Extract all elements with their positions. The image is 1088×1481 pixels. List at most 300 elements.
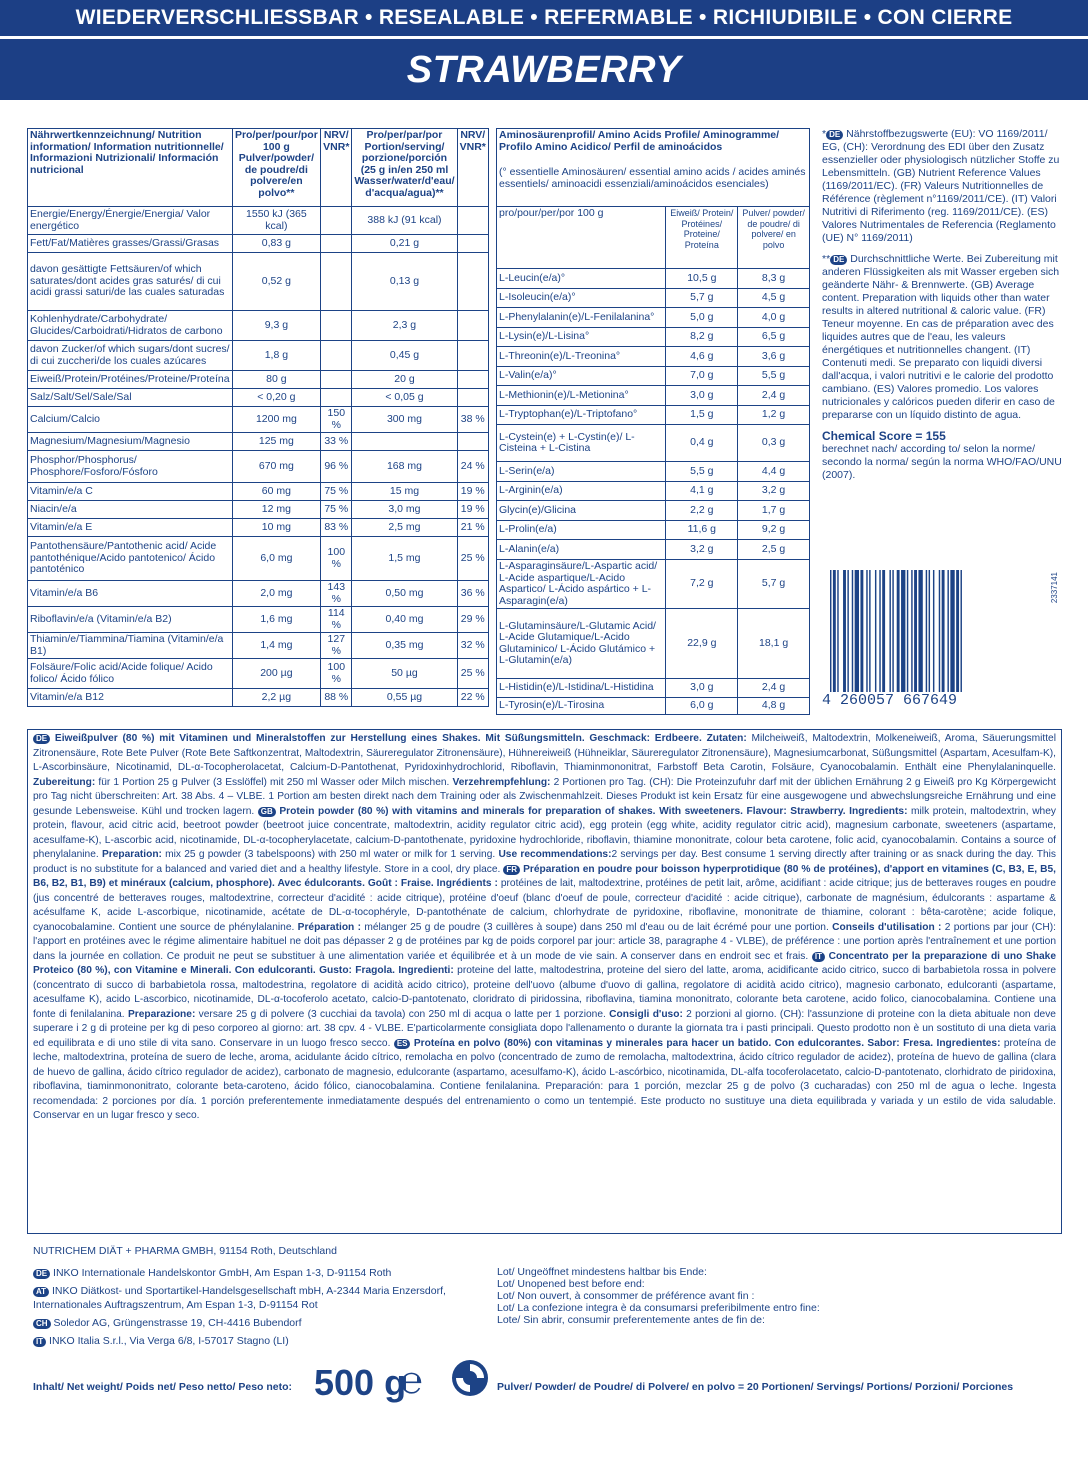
barcode-bars-icon <box>830 570 1045 692</box>
nutrition-row <box>28 483 489 501</box>
nrv-value: 96 % <box>321 451 352 483</box>
barcode-bar <box>882 570 885 692</box>
nutrition-row <box>28 235 489 253</box>
it-rec-label: Consigli d'uso: <box>609 1008 683 1020</box>
amino-row <box>497 462 810 482</box>
nutrient-value: 2,3 g <box>352 311 457 341</box>
amino-value: 2,2 g <box>666 501 738 521</box>
average-footnote <box>822 253 1062 422</box>
nutrient-name: Energie/Energy/Énergie/Energia/ Valor energético <box>28 207 233 235</box>
nutrient-value: 0,55 µg <box>352 689 457 707</box>
address-text: INKO Internationale Handelskontor GmbH, Am Espan 1-3, D-91154 Roth <box>53 1267 392 1279</box>
ch-flag-icon: CH <box>33 1319 51 1329</box>
nrv-value: 36 % <box>457 581 488 607</box>
amino-row <box>497 521 810 540</box>
barcode-bar <box>901 570 905 692</box>
it-heading: Concentrato per la preparazione di uno Shake Proteico (80 %), con Vitamine e Minerali. Con edulcoranti. Gusto: Fragola. Ingredienti: <box>33 950 1056 976</box>
it-flag-icon: IT <box>33 1337 46 1347</box>
amino-row <box>497 386 810 406</box>
amino-value: 5,0 g <box>666 308 738 328</box>
nutrition-row <box>28 389 489 407</box>
nutrient-name: Vitamin/e/a C <box>28 483 233 501</box>
amino-header-row <box>497 207 810 269</box>
nutrition-row <box>28 341 489 371</box>
nrv-value: 100 % <box>321 537 352 581</box>
fr-prep-label: Préparation : <box>297 921 361 933</box>
address-item <box>33 1266 493 1280</box>
amino-value: 7,2 g <box>666 560 738 609</box>
lot-line: Lote/ Sin abrir, consumir preferentemente antes de fin de: <box>497 1314 765 1326</box>
amino-value: 6,0 g <box>666 698 738 715</box>
nrv-value <box>457 371 488 389</box>
nrv-value: 19 % <box>457 501 488 519</box>
amino-row <box>497 482 810 501</box>
nutrient-name: Pantothensäure/Pantothenic acid/ Acide pantothénique/Acido pantotenico/ Ácido pantoténico <box>28 537 233 581</box>
barcode-bar <box>833 570 836 692</box>
nutrition-row <box>28 433 489 451</box>
amino-value: 1,7 g <box>738 501 810 521</box>
flavor-title: STRAWBERRY <box>406 49 682 91</box>
amino-name: L-Methionin(e)/L-Metionina° <box>497 386 666 406</box>
nutrient-name: Kohlenhydrate/Carbohydrate/ Glucides/Carboidrati/Hidratos de carbono <box>28 311 233 341</box>
de-flag-icon: DE <box>33 734 50 744</box>
nutrient-value: 0,13 g <box>352 253 457 311</box>
nutrient-name: Vitamin/e/a B6 <box>28 581 233 607</box>
amino-value: 10,5 g <box>666 269 738 289</box>
de-flag-icon: DE <box>33 1269 50 1279</box>
amino-name: L-Tryptophan(e)/L-Triptofano° <box>497 406 666 425</box>
amino-value: 3,0 g <box>666 679 738 698</box>
amino-value: 4,4 g <box>738 462 810 482</box>
amino-row <box>497 501 810 521</box>
amino-row <box>497 609 810 679</box>
amino-name: L-Arginin(e/a) <box>497 482 666 501</box>
de-ingredients: Milcheiweiß, Maltodextrin, Molkeneiweiß, Aroma, Säuerungsmittel Zitronensäure, Rote Bete Pulver (Rote Bete Saftkonzentrat, Maltodextrin, Säureregulator Zitronensäure), Hühnereiweiß (Hühneiklar, Säureregulator Zitronensäure), Magnesiumcarbonat, Süßungsmittel (Aspartam, Acesulfam-K), L-Ascorbinsäure, Nicotinamid, DL-α-Tocopherolacetat, Calcium-D-Pantothenat, Pyridoxinhydrochlorid, Riboflavin, Thiaminmononitrat, Farbstoff Beta Carotin, Folsäure, Cyanocobalamin. Enthält eine Phenylalaninquelle. <box>33 733 1056 773</box>
nrv-value: 75 % <box>321 483 352 501</box>
de-flag-icon: DE <box>826 130 843 140</box>
barcode-bar <box>929 570 930 692</box>
nutrient-value: 0,45 g <box>352 341 457 371</box>
nutrition-row <box>28 501 489 519</box>
nutrient-value: 1,4 mg <box>232 633 321 659</box>
amino-name: L-Histidin(e)/L-Istidina/L-Histidina <box>497 679 666 698</box>
nutrient-value: < 0,05 g <box>352 389 457 407</box>
barcode <box>822 570 1060 715</box>
amino-value: 0,4 g <box>666 425 738 462</box>
nrv-value: 32 % <box>457 633 488 659</box>
amino-value: 5,5 g <box>666 462 738 482</box>
nutrition-header-nrv1: NRV/ VNR* <box>321 129 352 207</box>
nutrient-name: Phosphor/Phosphorus/ Phosphore/Fosforo/Fósforo <box>28 451 233 483</box>
nutrition-header-label: Nährwertkennzeichnung/ Nutrition information/ Information nutritionnelle/ Informazioni Nutrizionali/ Información nutricional <box>28 129 233 207</box>
amino-value: 4,6 g <box>666 347 738 367</box>
nutrient-value: 168 mg <box>352 451 457 483</box>
amino-row <box>497 425 810 462</box>
nrv-value: 25 % <box>457 659 488 689</box>
amino-value: 1,5 g <box>666 406 738 425</box>
barcode-bar <box>855 570 859 692</box>
nrv-value <box>321 389 352 407</box>
nutrient-name: Vitamin/e/a E <box>28 519 233 537</box>
barcode-bar <box>892 570 893 692</box>
avg-mark: ** <box>822 253 831 265</box>
estimated-sign-icon: ℮ <box>400 1360 423 1402</box>
amino-row <box>497 328 810 347</box>
nutrient-value: 3,0 mg <box>352 501 457 519</box>
amino-header-protein: Eiweiß/ Protein/ Protéines/ Proteine/ Proteína <box>666 207 738 269</box>
fr-ingredients: protéines de lait, maltodextrine, protéines de petit lait, arôme, acidifiant : acide citrique; jus de betteraves rouges en poudre (jus concentré de betteraves rouges, maltodextrine, correcteur d'acidité : acide citrique), protéine d'oeuf (blanc d'oeuf de poule, correcteur d'acidité : acide citrique), carbonate de magnésium, édulcorants : aspartame & acésulfame K, acide L-ascorbique, nicotinamide, acétate de DL-α-tocophéryle, D-pantothénate de calcium, chlorhydrate de pyridoxine, riboflavine, mononitrate de thiamine, colorant : bêta-carotène; acide folique, cyanocobalamine. Contient une source de phénylalanine. <box>33 878 1056 933</box>
nutrient-name: Vitamin/e/a B12 <box>28 689 233 707</box>
nrv-value <box>321 253 352 311</box>
distributor-addresses <box>33 1266 493 1352</box>
nrv-value: 83 % <box>321 519 352 537</box>
barcode-bar <box>869 570 870 692</box>
side-notes <box>822 128 1062 482</box>
nutrient-value: 0,35 mg <box>352 633 457 659</box>
amino-name: L-Glutaminsäure/L-Glutamic Acid/ L-Acide Glutamique/L-Acido Glutaminico/ L-Ácido Glutámico + L-Glutamin(e/a) <box>497 609 666 679</box>
chemical-score-note: berechnet nach/ according to/ selon la norme/ secondo la norma/ según la norma WHO/FAO/UNU (2007). <box>822 443 1062 481</box>
nrv-value: 75 % <box>321 501 352 519</box>
lot-line: Lot/ Non ouvert, à consommer de préférence avant fin : <box>497 1290 755 1302</box>
nutrition-row <box>28 689 489 707</box>
nutrient-value: 2,2 µg <box>232 689 321 707</box>
nutrition-row <box>28 633 489 659</box>
nutrient-value: 388 kJ (91 kcal) <box>352 207 457 235</box>
nrv-value <box>457 389 488 407</box>
amino-row <box>497 679 810 698</box>
nutrition-header-per100: Pro/per/pour/por 100 g Pulver/powder/ de poudre/di polvere/en polvo** <box>232 129 321 207</box>
barcode-bar <box>961 570 962 692</box>
amino-value: 7,0 g <box>666 367 738 386</box>
nutrition-row <box>28 207 489 235</box>
nutrition-header-row <box>28 129 489 207</box>
amino-name: L-Threonin(e)/L-Treonina° <box>497 347 666 367</box>
nutrition-header-serving: Pro/per/par/por Portion/serving/ porzione/porción (25 g in/en 250 ml Wasser/water/d'eau/ d'acqua/agua)** <box>352 129 457 207</box>
nrv-value: 100 % <box>321 659 352 689</box>
nrv-value: 127 % <box>321 633 352 659</box>
barcode-bar <box>830 570 831 692</box>
nrv-value: 38 % <box>457 407 488 433</box>
nutrient-value: 2,0 mg <box>232 581 321 607</box>
nutrient-value: 2,5 mg <box>352 519 457 537</box>
nutrient-value: 6,0 mg <box>232 537 321 581</box>
it-prep: versare 25 g di polvere (3 cucchiai da tavola) con 250 ml di acqua o latte per 1 porzione. <box>195 1008 610 1020</box>
nutrition-row <box>28 407 489 433</box>
nrv-value: 29 % <box>457 607 488 633</box>
amino-name: L-Valin(e/a)° <box>497 367 666 386</box>
manufacturer: NUTRICHEM DIÄT + PHARMA GMBH, 91154 Roth, Deutschland <box>33 1245 337 1257</box>
barcode-bar <box>939 570 940 692</box>
amino-value: 3,6 g <box>738 347 810 367</box>
nrv-value: 143 % <box>321 581 352 607</box>
barcode-bar <box>950 570 954 692</box>
amino-title-row <box>497 129 810 207</box>
amino-value: 6,5 g <box>738 328 810 347</box>
gb-prep: mix 25 g powder (3 tabelspoons) with 250 ml water or milk for 1 serving. <box>161 849 499 860</box>
net-weight-label: Inhalt/ Net weight/ Poids net/ Peso netto/ Peso neto: <box>33 1381 293 1393</box>
amino-row <box>497 367 810 386</box>
it-flag-icon: IT <box>812 952 825 962</box>
amino-name: L-Tyrosin(e)/L-Tirosina <box>497 698 666 715</box>
amino-value: 5,7 g <box>738 560 810 609</box>
amino-name: L-Asparaginsäure/L-Aspartic acid/ L-Acide aspartique/L-Acido Aspartico/ L-Ácido aspártico + L-Asparagin(e/a) <box>497 560 666 609</box>
amino-value: 5,5 g <box>738 367 810 386</box>
fr-prep: mélanger 25 g de poudre (3 cuillères à soupe) dans 250 ml d'eau ou de lait écrémé pour une portion. <box>361 921 833 933</box>
barcode-number: 4 260057 667649 <box>822 692 958 709</box>
nutrient-value: 125 mg <box>232 433 321 451</box>
nrv-value <box>457 235 488 253</box>
address-item <box>33 1316 493 1330</box>
amino-note: (° essentielle Aminosäuren/ essential amino acids / acides aminés essentiels/ aminoacidi essenziali/aminoácidos esenciales) <box>499 166 806 190</box>
lot-line: Lot/ La confezione integra è da consumarsi preferibilmente entro fine: <box>497 1302 820 1314</box>
amino-row <box>497 698 810 715</box>
de-prep-label: Zubereitung: <box>33 776 96 788</box>
nrv-value: 88 % <box>321 689 352 707</box>
amino-header-per100: pro/pour/per/por 100 g <box>497 207 666 269</box>
amino-row <box>497 347 810 367</box>
nutrient-value: 15 mg <box>352 483 457 501</box>
amino-name: Glycin(e)/Glicina <box>497 501 666 521</box>
barcode-bar <box>918 570 922 692</box>
nrv-value <box>321 341 352 371</box>
it-ingredients: proteine del latte, maltodestrina, proteine del siero del latte, aroma, acidificante acido citrico, succo di barbabietola rossa in polvere (concentrato di succo di barbabietola rossa, maltodestrina, regolatore di acidità acido citrico), proteine dell'uovo (albume d'uovo di gallina, regolatore di acidità acido citrico), magnesio carbonato, edulcoranti (aspartame, acesulfame K), acido L-ascorbico, nicotinamide, DL-α-tocoferolo acetato, calcio-D-pantotenato, cloridrato di piridossina, riboflavina, tiamina mononitrato, colorante beta carotene, acido folico, cianocobalamina. Contiene una fonte di fenilalanina. <box>33 965 1057 1020</box>
amino-row <box>497 308 810 328</box>
amino-title-cell <box>497 129 810 207</box>
amino-value: 3,0 g <box>666 386 738 406</box>
amino-name: L-Isoleucin(e/a)° <box>497 289 666 308</box>
nrv-value: 33 % <box>321 433 352 451</box>
barcode-bar <box>926 570 927 692</box>
nutrient-value: 1200 mg <box>232 407 321 433</box>
amino-value: 8,2 g <box>666 328 738 347</box>
nrv-value: 19 % <box>457 483 488 501</box>
barcode-bar <box>879 570 880 692</box>
lot-line: Lot/ Unopened best before end: <box>497 1278 645 1290</box>
nrv-value <box>457 253 488 311</box>
amino-value: 11,6 g <box>666 521 738 540</box>
amino-header-powder: Pulver/ powder/ de poudre/ di polvere/ en polvo <box>738 207 810 269</box>
nutrition-row <box>28 371 489 389</box>
barcode-bar <box>907 570 908 692</box>
de-heading: Eiweißpulver (80 %) mit Vitaminen und Mineralstoffen zur Herstellung eines Shakes. Mit Süßungsmitteln. Geschmack: Erdbeere. Zutaten: <box>54 733 747 744</box>
nutrient-value: < 0,20 g <box>232 389 321 407</box>
barcode-bar <box>860 570 863 692</box>
nrv-value <box>457 341 488 371</box>
header-banner <box>0 0 1088 100</box>
nutrient-value <box>352 433 457 451</box>
nrv-value <box>321 235 352 253</box>
servings-info: Pulver/ Powder/ de Poudre/ di Polvere/ en polvo = 20 Portionen/ Servings/ Portions/ Porzioni/ Porciones <box>497 1381 1014 1393</box>
nutrient-name: Riboflavin/e/a (Vitamin/e/a B2) <box>28 607 233 633</box>
barcode-bar <box>852 570 853 692</box>
de-rec-label: Verzehrempfehlung: <box>452 776 551 788</box>
address-text: Soledor AG, Grüngenstrasse 19, CH-4416 Bubendorf <box>53 1317 302 1329</box>
amino-name: L-Alanin(e/a) <box>497 540 666 560</box>
nutrient-value: 0,21 g <box>352 235 457 253</box>
amino-value: 4,8 g <box>738 698 810 715</box>
nrv-value <box>457 311 488 341</box>
amino-title: Aminosäurenprofil/ Amino Acids Profile/ Aminogramme/ Profilo Amino Acidico/ Perfil de aminoácidos <box>499 129 780 153</box>
nutrition-row <box>28 659 489 689</box>
amino-value: 8,3 g <box>738 269 810 289</box>
gb-flag-icon: GB <box>258 807 276 817</box>
nutrient-value: 20 g <box>352 371 457 389</box>
amino-value: 2,4 g <box>738 679 810 698</box>
nutrition-row <box>28 519 489 537</box>
amino-name: L-Leucin(e/a)° <box>497 269 666 289</box>
amino-value: 1,2 g <box>738 406 810 425</box>
nutrient-value: 9,3 g <box>232 311 321 341</box>
gb-rec-label: Use recommendations: <box>498 849 612 860</box>
barcode-bar <box>837 570 838 692</box>
address-text: INKO Diätkost- und Sportartikel-Handelsgesellschaft mbH, A-2344 Maria Enzersdorf, Internationales Auftragszentrum, Am Espan 1-3, D-91154 Rot <box>33 1285 446 1311</box>
banner-divider <box>0 36 1088 39</box>
amino-name: L-Prolin(e/a) <box>497 521 666 540</box>
nutrition-row <box>28 311 489 341</box>
gb-ingredients: milk protein, maltodextrin, whey protein, flavour, acid citric acid, beetroot powder (beetroot juice concentrate, maltodextrin, acidity regulator citric acid), egg protein (egg white, acidity regulator citric acid), magnesium carbonate, sweeteners (aspartame, acesulfame-K), L-ascorbic acid, nicotinamide, DL-α-tocopherylacetate, calcium-D-pantothenate, pyridoxine hydrochloride, riboflavin, thiamine mononitrate, colour beta carotene, folic acid, cyanocobalamin. Contains a source of phenylalanine. <box>33 805 1056 860</box>
amino-row <box>497 269 810 289</box>
amino-row <box>497 560 810 609</box>
nutrient-name: davon gesättigte Fettsäuren/of which saturates/dont acides gras saturés/ di cui acidi grassi saturi/de las cuales saturadas <box>28 253 233 311</box>
nutrient-name: davon Zucker/of which sugars/dont sucres/ di cui zuccheri/de los cuales azúcares <box>28 341 233 371</box>
barcode-bar <box>843 570 846 692</box>
barcode-bar <box>866 570 867 692</box>
nutrient-value: 1,8 g <box>232 341 321 371</box>
barcode-bar <box>933 570 934 692</box>
address-text: INKO Italia S.r.l., Via Verga 6/8, I-57017 Stagno (LI) <box>49 1335 289 1347</box>
nutrient-value: 60 mg <box>232 483 321 501</box>
amino-value: 4,5 g <box>738 289 810 308</box>
nutrient-name: Magnesium/Magnesium/Magnesio <box>28 433 233 451</box>
nutrient-value: 12 mg <box>232 501 321 519</box>
nutrient-value: 200 µg <box>232 659 321 689</box>
nutrient-value: 0,83 g <box>232 235 321 253</box>
lot-info <box>497 1266 917 1326</box>
barcode-bar <box>947 570 948 692</box>
nutrient-value: 80 g <box>232 371 321 389</box>
de-flag-icon: DE <box>830 255 847 265</box>
amino-row <box>497 540 810 560</box>
es-ingredients: proteína de leche, maltodextrina, proteína de suero de leche, aroma, acidulante ácido cítrico, remolacha en polvo (concentrado de zumo de remolacha, maltodextrina, ácido cítrico regulador de acidez), proteína de huevo de gallina (clara de huevo de gallina, ácido cítrico regulador de acidez), carbonato de magnesio, edulcorante (aspartamo, acesulfamo-K), ácido L-ascórbico, nicotinamida, DL-alfa tocoferolacetato, calcio-D-pantotenato, clorhidrato de piridoxina, riboflavina, tiaminmononitrato, colorante beta-caroteno, ácido fólico, cianocobalamina. Contiene fenilalanina. Preparación: para 1 porción, mezclar 25 g de polvo (3 cucharadas) con 250 ml de agua o leche. Ingesta recomendada: 2 porciones por día. 1 porción preferentemente inmediatamente después del entrenamiento o como un tentempié. Este producto no sustituye una dieta equilibrada y variada y un estilo de vida saludable. Conservar en un lugar fresco y seco. <box>33 1037 1056 1121</box>
it-rec: 2 porzioni al giorno. (CH): l'assunzione di proteine con la dieta abituale non deve superare i 2 g di proteine per kg di peso corporeo al giorno: art. 38 cpv. 4 - VLBE. E'particolarmente consigliata dopo l'allenamento o durante la giornata tra i pasti principali. Questo prodotto non è un sostituto di una dieta varia ed equilibrata e di uno stile di vita sano. Conservare in un luogo fresco secco. <box>33 1008 1056 1049</box>
fr-rec-label: Conseils d'utilisation : <box>832 921 942 933</box>
amino-value: 0,3 g <box>738 425 810 462</box>
amino-value: 22,9 g <box>666 609 738 679</box>
es-heading: Proteína en polvo (80%) con vitaminas y minerales para hacer un batido. Con edulcorantes. Sabor: Fresa. Ingredientes: <box>413 1037 1001 1049</box>
nutrient-value: 1,6 mg <box>232 607 321 633</box>
fr-heading: Préparation en poudre pour boisson hyperprotidique (80 % de protéines), d'apport en vitamines (C, B3, E, B5, B6, B2, B1, B9) et minéraux (calcium, phosphore). Avec édulcorants. Goût : Fraise. Ingrédients : <box>33 863 1056 889</box>
nutrition-row <box>28 607 489 633</box>
nutrition-table <box>27 128 489 707</box>
nrv-value <box>457 433 488 451</box>
nutrient-name: Niacin/e/a <box>28 501 233 519</box>
amino-value: 2,4 g <box>738 386 810 406</box>
avg-text: Durchschnittliche Werte. Bei Zubereitung mit anderen Flüssigkeiten als mit Wasser ergeben sich geänderte Nähr- & Brennwerte. (GB) Average content. Preparation with liquids other than water results in altered nutritional & caloric value. (FR) Teneur moyenne. En cas de préparation avec des liquides autres que de l'eau, les valeurs énergétiques et nutritionnelles changent. (IT) Contenuti medi. Se preparato con liquidi diversi dall'acqua, i valori nutritivi e le calorie del prodotto cambiano. (ES) Valores promedio. Los valores nutricionales y calóricos pueden diferir en caso de prepararse con un líquido distinto de agua. <box>822 253 1060 421</box>
barcode-side-code: 2337141 <box>1050 572 1059 604</box>
nrv-value: 114 % <box>321 607 352 633</box>
de-prep: für 1 Portion 25 g Pulver (3 Esslöffel) mit 250 ml Wasser oder Milch mischen. <box>95 776 453 788</box>
amino-value: 9,2 g <box>738 521 810 540</box>
amino-value: 18,1 g <box>738 609 810 679</box>
amino-name: L-Phenylalanin(e)/L-Fenilalanina° <box>497 308 666 328</box>
nrv-value: 24 % <box>457 451 488 483</box>
nutrient-value: 670 mg <box>232 451 321 483</box>
green-dot-recycle-icon <box>450 1358 490 1398</box>
lot-line: Lot/ Ungeöffnet mindestens haltbar bis Ende: <box>497 1266 707 1278</box>
de-rec: 2 Portionen pro Tag. (CH): Die Proteinzufuhr darf mit der üblichen Ernährung 2 g Eiweiß pro Kg Körpergewicht pro Tag nicht überschreiten: Art. 38 Abs. 4 – VLBE. 1 Portion am besten direkt nach dem Training oder als Zwischenmahlzeit. Dieses Produkt ist kein Ersatz für eine ausgewogene und abwechslungsreiche Ernährung und eine gesunde Lebensweise. Kühl und trocken lagern. <box>33 776 1056 817</box>
nutrient-value: 0,50 mg <box>352 581 457 607</box>
at-flag-icon: AT <box>33 1287 49 1297</box>
amino-value: 3,2 g <box>666 540 738 560</box>
barcode-bar <box>911 570 912 692</box>
nutrition-row <box>28 537 489 581</box>
amino-value: 4,1 g <box>666 482 738 501</box>
gb-heading: Protein powder (80 %) with vitamins and minerals for preparation of shakes. With sweeteners. Flavour: Strawberry. Ingredients: <box>279 805 908 817</box>
nrv-mark: * <box>822 128 827 140</box>
nrv-value <box>321 311 352 341</box>
chemical-score: Chemical Score = 155 <box>822 429 946 443</box>
fr-rec: 2 portions par jour (CH): l'apport en protéines avec le régime alimentaire habituel ne doit pas dépasser 2 g de protéines par kg de poids corporel par jour: article 38, paragraphe 4 - VLBE), de préférence : une portion après l'entraînement et une portion dans la journée en collation. Ce produit ne peut se substituer à une alimentation variée et équilibrée et à un mode de vie sain. A conserver dans en endroit sec et frais. <box>33 921 1056 962</box>
amino-row <box>497 289 810 308</box>
amino-name: L-Serin(e/a) <box>497 462 666 482</box>
nrv-footnote <box>822 128 1062 245</box>
nutrient-value: 0,40 mg <box>352 607 457 633</box>
nutrient-value: 10 mg <box>232 519 321 537</box>
gb-prep-label: Preparation: <box>101 849 162 860</box>
nrv-value: 150 % <box>321 407 352 433</box>
nutrient-name: Calcium/Calcio <box>28 407 233 433</box>
nrv-value: 22 % <box>457 689 488 707</box>
barcode-bar <box>897 570 900 692</box>
it-prep-label: Preparazione: <box>127 1008 196 1020</box>
nrv-value <box>457 207 488 235</box>
amino-name: L-Lysin(e)/L-Lisina° <box>497 328 666 347</box>
barcode-bar <box>875 570 876 692</box>
amino-acid-table <box>496 128 810 715</box>
nutrient-value: 0,52 g <box>232 253 321 311</box>
es-flag-icon: ES <box>394 1039 411 1049</box>
nrv-value <box>321 371 352 389</box>
amino-row <box>497 406 810 425</box>
nutrient-value: 300 mg <box>352 407 457 433</box>
barcode-bar <box>847 570 848 692</box>
nutrient-name: Fett/Fat/Matières grasses/Grassi/Grasas <box>28 235 233 253</box>
barcode-bar <box>942 570 945 692</box>
nutrition-row <box>28 253 489 311</box>
barcode-bar <box>889 570 890 692</box>
nutrient-name: Folsäure/Folic acid/Acide folique/ Acido folico/ Ácido fólico <box>28 659 233 689</box>
nutrition-header-nrv2: NRV/ VNR* <box>457 129 488 207</box>
resealable-text: WIEDERVERSCHLIESSBAR • RESEALABLE • REFERMABLE • RICHIUDIBILE • CON CIERRE <box>75 6 1013 29</box>
gb-rec: 2 servings per day. Best consume 1 serving directly after training or as snack during the day. This product is no substitute for a balanced and varied diet and a healthy lifestyle. Store in a cool, dry place. <box>33 849 1056 875</box>
address-item <box>33 1334 493 1348</box>
nutrient-value: 50 µg <box>352 659 457 689</box>
nutrient-name: Eiweiß/Protein/Protéines/Proteine/Proteína <box>28 371 233 389</box>
nrv-text: Nährstoffbezugswerte (EU): VO 1169/2011/ EG, (CH): Verordnung des EDI über den Zusatz essenzieller oder physiologisch nützlicher Stoffe zu Lebensmitteln. (GB) Nutrient Reference Values (1169/2011/EC). (FR) Valeurs Nutritionnelles de Référence (règlement n°1169/2011/CE). (IT) Valori Nutritivi di Riferimento (reg. 1169/2011/CE). (ES) Valores Nutrimentales de Referencia (Reglamento (UE) N° 1169/2011) <box>822 128 1060 244</box>
nutrition-row <box>28 451 489 483</box>
amino-value: 5,7 g <box>666 289 738 308</box>
nrv-value <box>321 207 352 235</box>
barcode-bar <box>956 570 959 692</box>
net-weight-value: 500 g <box>314 1362 407 1403</box>
ingredients-block <box>27 729 1062 1234</box>
amino-value: 3,2 g <box>738 482 810 501</box>
nutrient-value: 1550 kJ (365 kcal) <box>232 207 321 235</box>
barcode-bar <box>914 570 917 692</box>
fr-flag-icon: FR <box>503 865 520 875</box>
nutrient-name: Thiamin/e/Tiammina/Tiamina (Vitamin/e/a B1) <box>28 633 233 659</box>
amino-value: 2,5 g <box>738 540 810 560</box>
